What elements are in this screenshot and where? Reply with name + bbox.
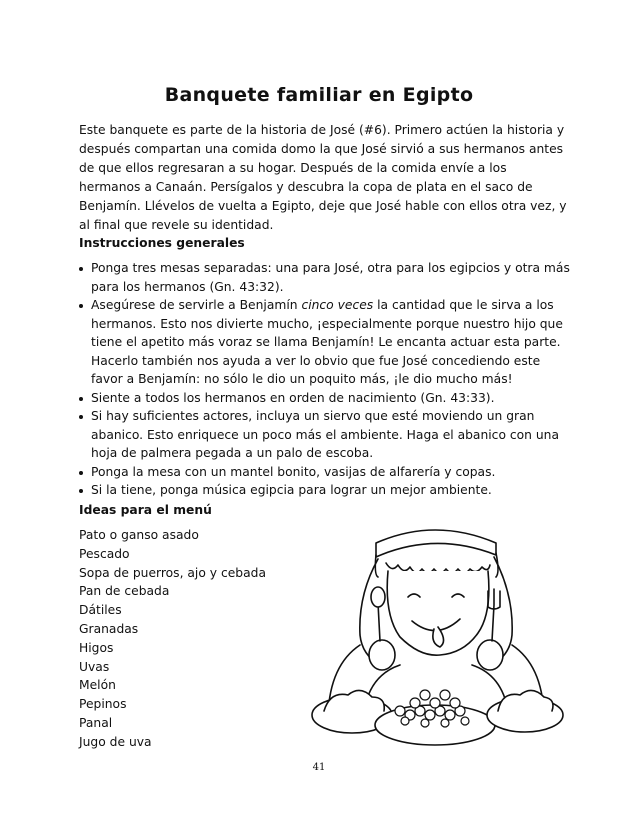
list-item: Pan de cebada xyxy=(79,584,170,599)
list-item: Melón xyxy=(79,678,116,693)
list-item: Dátiles xyxy=(79,603,122,618)
page-number: 41 xyxy=(312,762,326,773)
fork-icon xyxy=(488,589,500,641)
list-item: Ponga tres mesas separadas: una para José, otra para los egipcios y otra más para los hermanos (Gn. 43:32). xyxy=(79,259,574,296)
list-item: Granadas xyxy=(79,621,139,636)
list-item: Asegúrese de servirle a Benjamín cinco veces la cantidad que le sirva a los hermanos. Esto nos divierte mucho, ¡especialmente porque nuestro hijo que tiene el apetito más voraz se llama Benjamín! Le encanta actuar esta parte. Hacerlo también nos ayuda a ver lo obvio que fue José concediendo este favor a Benjamín: no sólo le dio un poquito más, ¡le dio mucho más! xyxy=(79,296,574,389)
feast-illustration xyxy=(300,515,570,755)
list-item: Sopa de puerros, ajo y cebada xyxy=(79,565,266,580)
list-item: Jugo de uva xyxy=(79,734,152,749)
hand-icon xyxy=(477,640,503,670)
list-item: Panal xyxy=(79,715,113,730)
list-item: Si hay suficientes actores, incluya un siervo que esté moviendo un gran abanico. Esto enriquece un poco más el ambiente. Haga el abanico con una hoja de palmera pegada a un palo de escoba. xyxy=(79,407,574,463)
list-item: Higos xyxy=(79,640,114,655)
list-item: Pepinos xyxy=(79,697,127,712)
list-item: Pato o ganso asado xyxy=(79,528,199,542)
list-item: Siente a todos los hermanos en orden de nacimiento (Gn. 43:33). xyxy=(79,389,574,408)
instructions-list xyxy=(79,259,574,500)
headband-icon xyxy=(376,530,496,557)
list-item: Pescado xyxy=(79,546,130,561)
emphasis-text: cinco veces xyxy=(301,298,374,312)
hand-icon xyxy=(369,640,395,670)
list-item: Uvas xyxy=(79,659,110,674)
list-item: Si la tiene, ponga música egipcia para lograr un mejor ambiente. xyxy=(79,481,574,500)
intro-paragraph: Este banquete es parte de la historia de José (#6). Primero actúen la historia y después compartan una comida domo la que José sirvió a sus hermanos antes de que ellos regresaran a su hogar. Después de la comida envíe a los hermanos a Canaán. Persígalos y descubra la copa de plata en el saco de Benjamín. Llévelos de vuelta a Egipto, deje que José hable con ellos otra vez, y al final que revele su identidad. xyxy=(79,123,567,232)
page-title: Banquete familiar en Egipto xyxy=(164,84,474,106)
spoon-icon xyxy=(378,603,380,641)
menu-list xyxy=(79,526,266,752)
list-item: Ponga la mesa con un mantel bonito, vasijas de alfarería y copas. xyxy=(79,463,574,482)
instructions-heading: Instrucciones generales xyxy=(79,236,245,250)
menu-heading: Ideas para el menú xyxy=(79,503,212,517)
